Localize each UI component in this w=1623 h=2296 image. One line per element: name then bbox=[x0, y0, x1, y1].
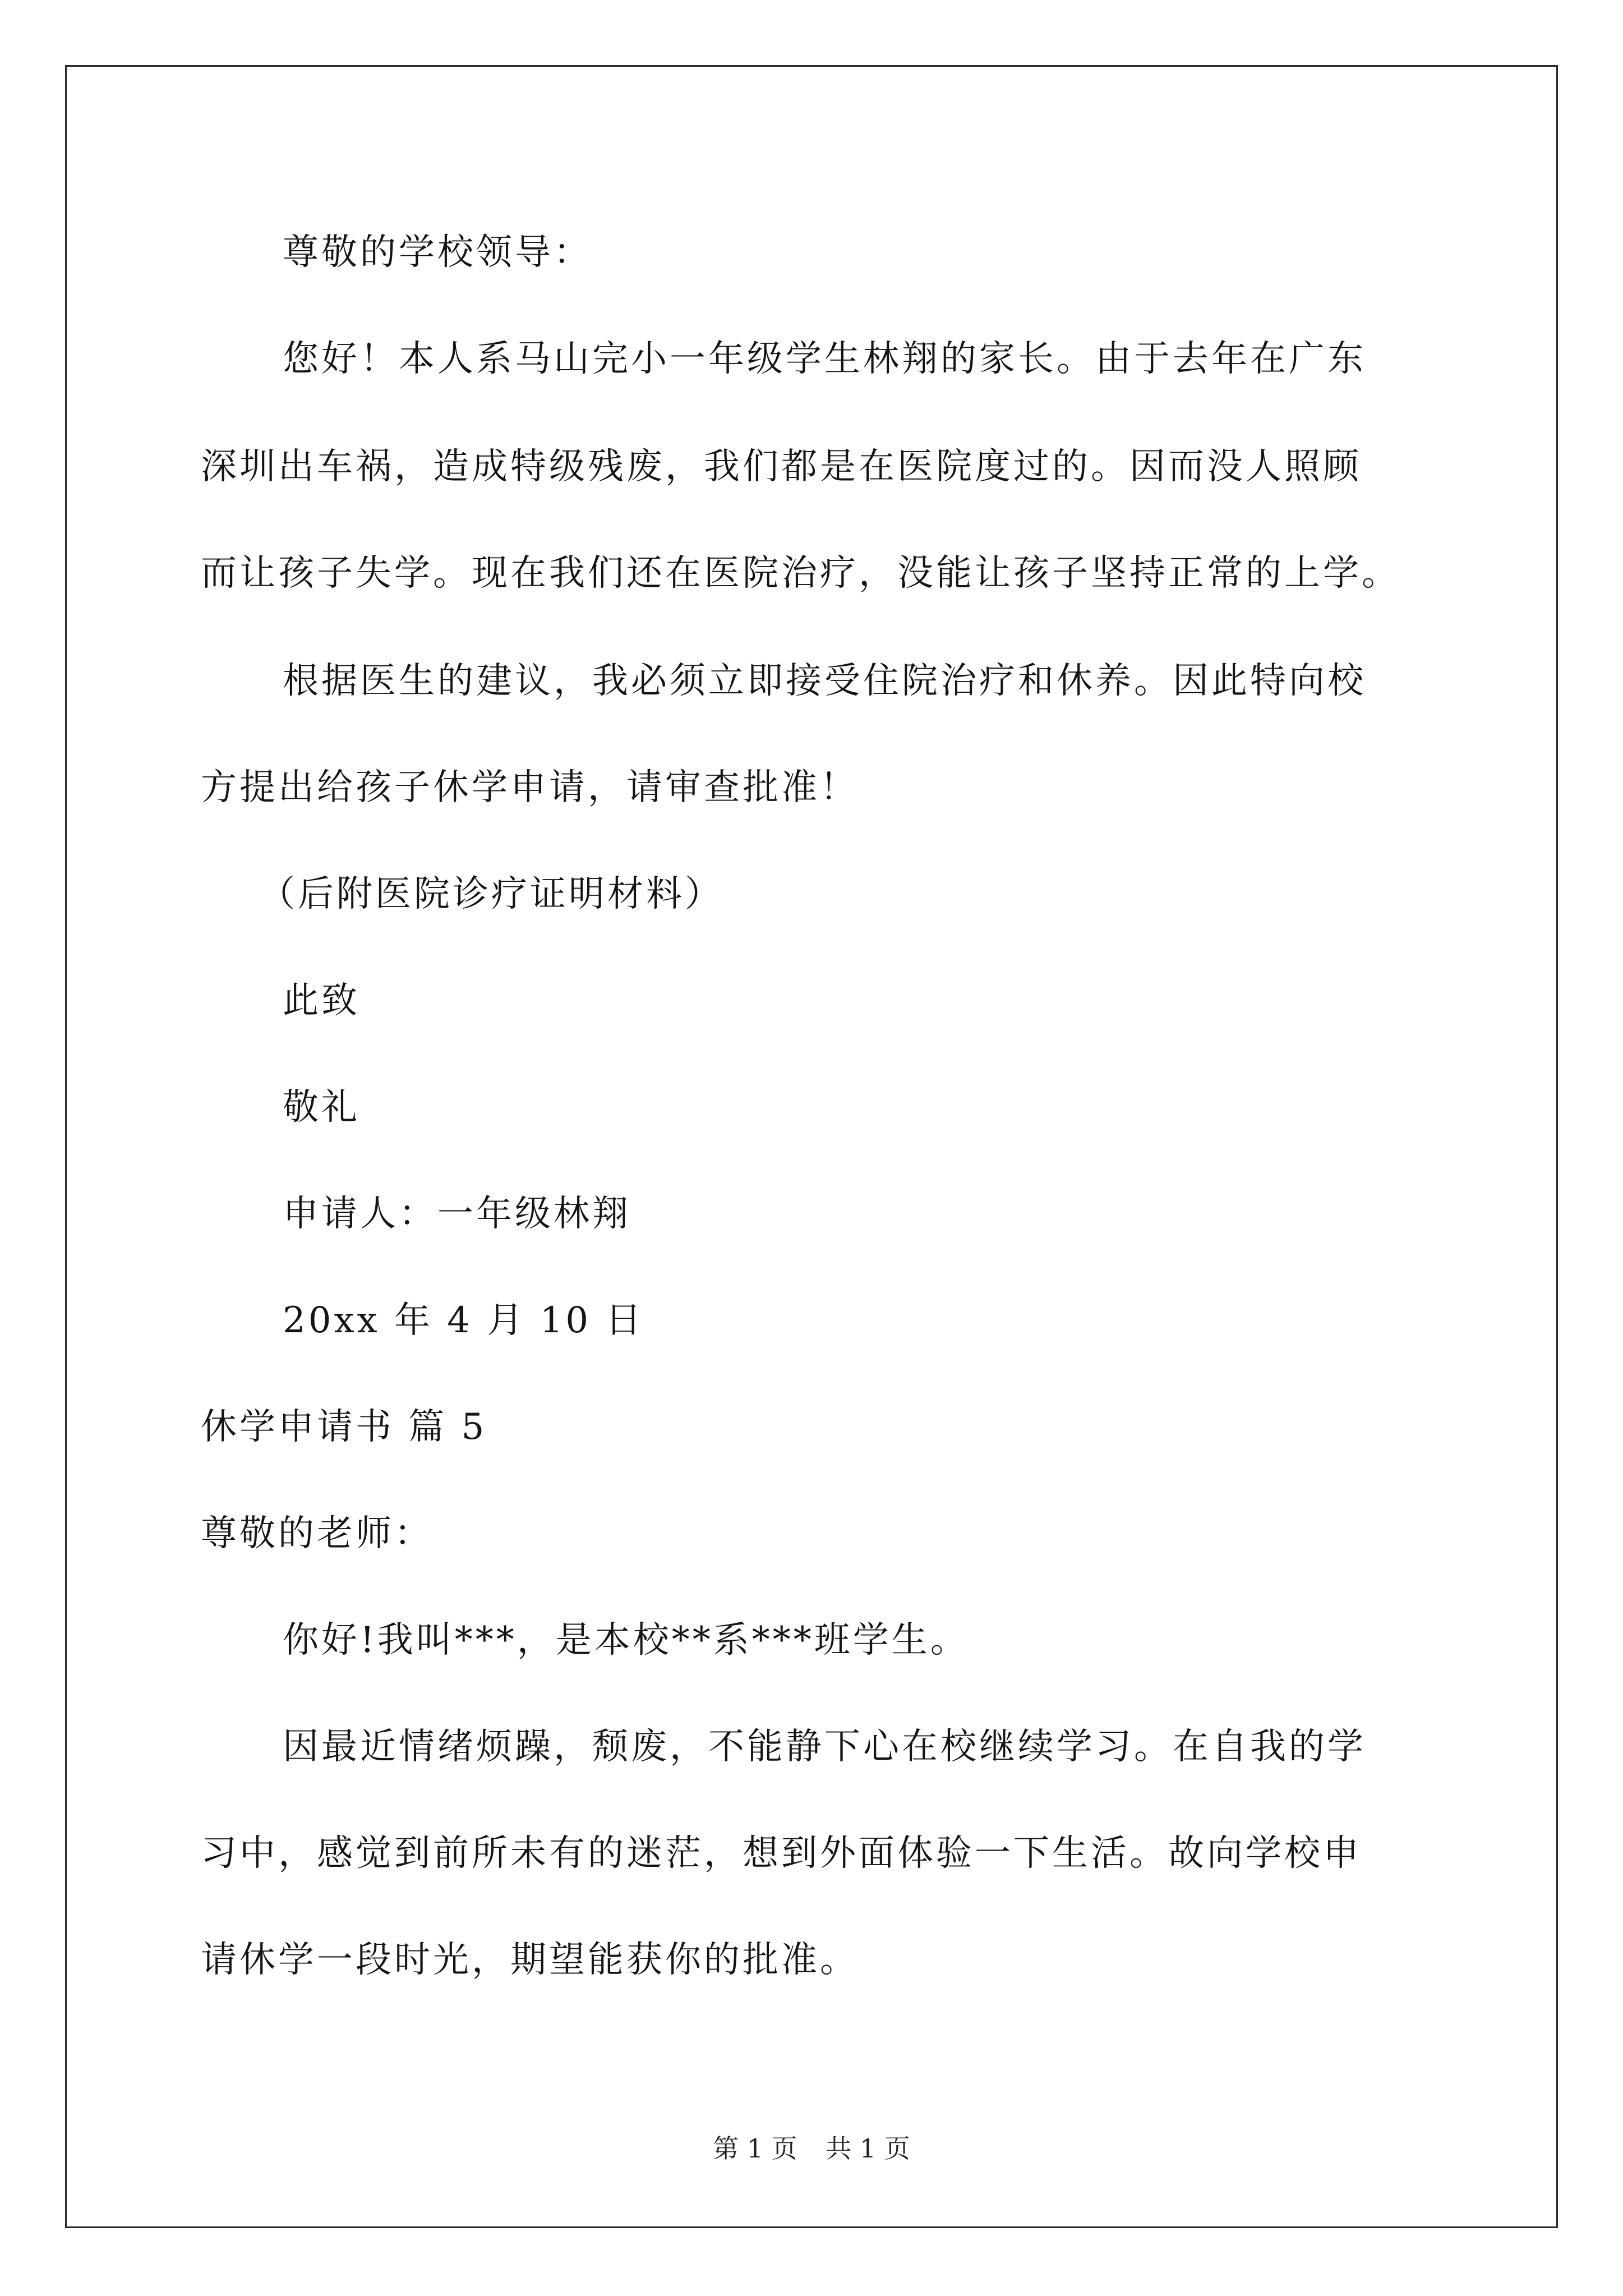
letter1-closing-jingli: 敬礼 bbox=[283, 1087, 360, 1128]
letter1-paragraph1-line2: 深圳出车祸，造成特级残废，我们都是在医院度过的。因而没人照顾 bbox=[201, 446, 1362, 487]
page-total: 共 1 页 bbox=[826, 2133, 910, 2164]
page-footer bbox=[0, 2132, 1623, 2165]
letter2-paragraph1: 你好!我叫***，是本校**系***班学生。 bbox=[283, 1619, 969, 1661]
letter1-paragraph1-line1: 您好！本人系马山完小一年级学生林翔的家长。由于去年在广东 bbox=[283, 338, 1366, 380]
letter1-paragraph1-line3: 而让孩子失学。现在我们还在医院治疗，没能让孩子坚持正常的上学。 bbox=[201, 553, 1400, 594]
letter2-heading: 休学申请书 篇 5 bbox=[201, 1406, 487, 1448]
letter2-paragraph2-line1: 因最近情绪烦躁，颓废，不能静下心在校继续学习。在自我的学 bbox=[283, 1726, 1366, 1768]
letter1-paragraph2-line2: 方提出给孩子休学申请，请审查批准！ bbox=[201, 767, 859, 808]
letter2-paragraph2-line2: 习中，感觉到前所未有的迷茫，想到外面体验一下生活。故向学校申 bbox=[201, 1833, 1362, 1874]
letter2-salutation: 尊敬的老师： bbox=[201, 1513, 433, 1554]
letter2-paragraph2-line3: 请休学一段时光，期望能获你的批准。 bbox=[201, 1939, 859, 1981]
letter1-closing-cizhi: 此致 bbox=[283, 980, 360, 1022]
letter1-paragraph2-line1: 根据医生的建议，我必须立即接受住院治疗和休养。因此特向校 bbox=[283, 660, 1366, 702]
letter1-attachment-note: （后附医院诊疗证明材料） bbox=[259, 873, 723, 915]
letter1-signature: 申请人：一年级林翔 bbox=[283, 1193, 631, 1235]
letter1-date: 20xx 年 4 月 10 日 bbox=[283, 1300, 644, 1341]
page-border bbox=[65, 65, 1558, 2228]
page-number: 第 1 页 bbox=[713, 2133, 797, 2164]
letter1-salutation: 尊敬的学校领导： bbox=[283, 232, 592, 273]
